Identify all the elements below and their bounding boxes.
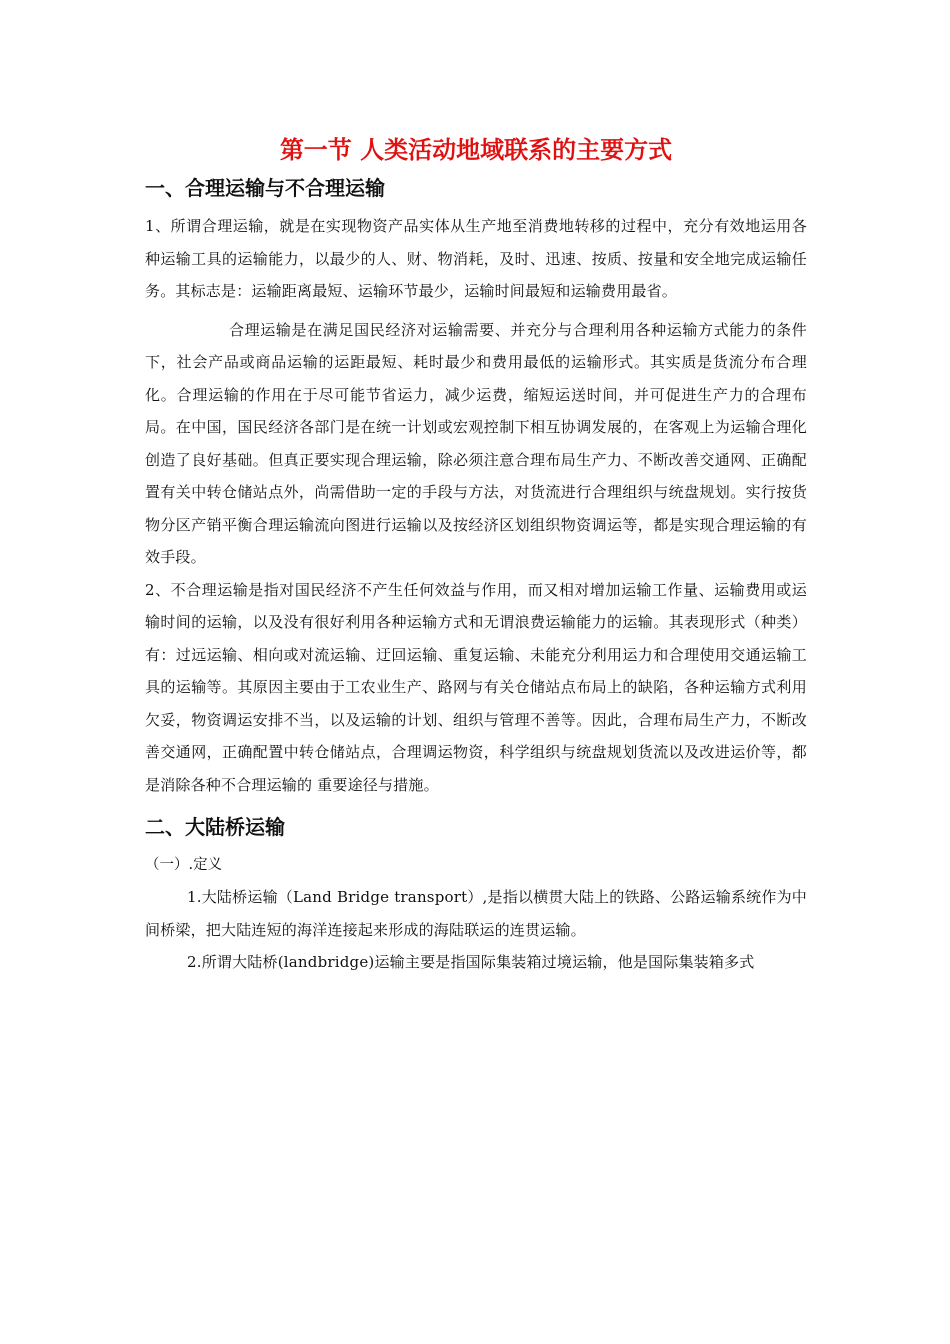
section-heading-2: 二、大陆桥运输 [145, 815, 285, 839]
section-heading-1: 一、合理运输与不合理运输 [145, 176, 385, 200]
paragraph-land-bridge-definition-1: 1.大陆桥运输（Land Bridge transport）,是指以横贯大陆上的铁路、公路运输系统作为中间桥梁，把大陆连短的海洋连接起来形成的海陆联运的连贯运输。 [145, 888, 807, 939]
paragraph-rational-transport-detail: 合理运输是在满足国民经济对运输需要、并充分与合理利用各种运输方式能力的条件下，社会产品或商品运输的运距最短、耗时最少和费用最低的运输形式。其实质是货流分布合理化。合理运输的作用在于尽可能节省运力，减少运费，缩短运送时间，并可促进生产力的合理布局。在中国，国民经济各部门是在统一计划或宏观控制下相互协调发展的，在客观上为运输合理化创造了良好基础。但真正要实现合理运输，除必须注意合理布局生产力、不断改善交通网、正确配置有关中转仓储站点外，尚需借助一定的手段与方法，对货流进行合理组织与统盘规划。实行按货物分区产销平衡合理运输流向图进行运输以及按经济区划组织物资调运等，都是实现合理运输的有效手段。 [145, 320, 807, 566]
subsection-label-definition: （一）.定义 [145, 857, 223, 873]
paragraph-rational-transport-definition: 1、所谓合理运输，就是在实现物资产品实体从生产地至消费地转移的过程中，充分有效地运用各种运输工具的运输能力，以最少的人、财、物消耗，及时、迅速、按质、按量和安全地完成运输任务。其标志是：运输距离最短、运输环节最少，运输时间最短和运输费用最省。 [145, 217, 807, 300]
paragraph-land-bridge-definition-2: 2.所谓大陆桥(landbridge)运输主要是指国际集装箱过境运输，他是国际集装箱多式 [187, 953, 755, 971]
page-title: 第一节 人类活动地域联系的主要方式 [279, 136, 673, 164]
document-page [145, 130, 807, 979]
paragraph-irrational-transport: 2、不合理运输是指对国民经济不产生任何效益与作用，而又相对增加运输工作量、运输费用或运输时间的运输，以及没有很好利用各种运输方式和无谓浪费运输能力的运输。其表现形式（种类）有：过远运输、相向或对流运输、迂回运输、重复运输、未能充分利用运力和合理使用交通运输工具的运输等。其原因主要由于工农业生产、路网与有关仓储站点布局上的缺陷，各种运输方式利用欠妥，物资调运安排不当，以及运输的计划、组织与管理不善等。因此，合理布局生产力，不断改善交通网，正确配置中转仓储站点，合理调运物资，科学组织与统盘规划货流以及改进运价等，都是消除各种不合理运输的 重要途径与措施。 [145, 580, 807, 794]
